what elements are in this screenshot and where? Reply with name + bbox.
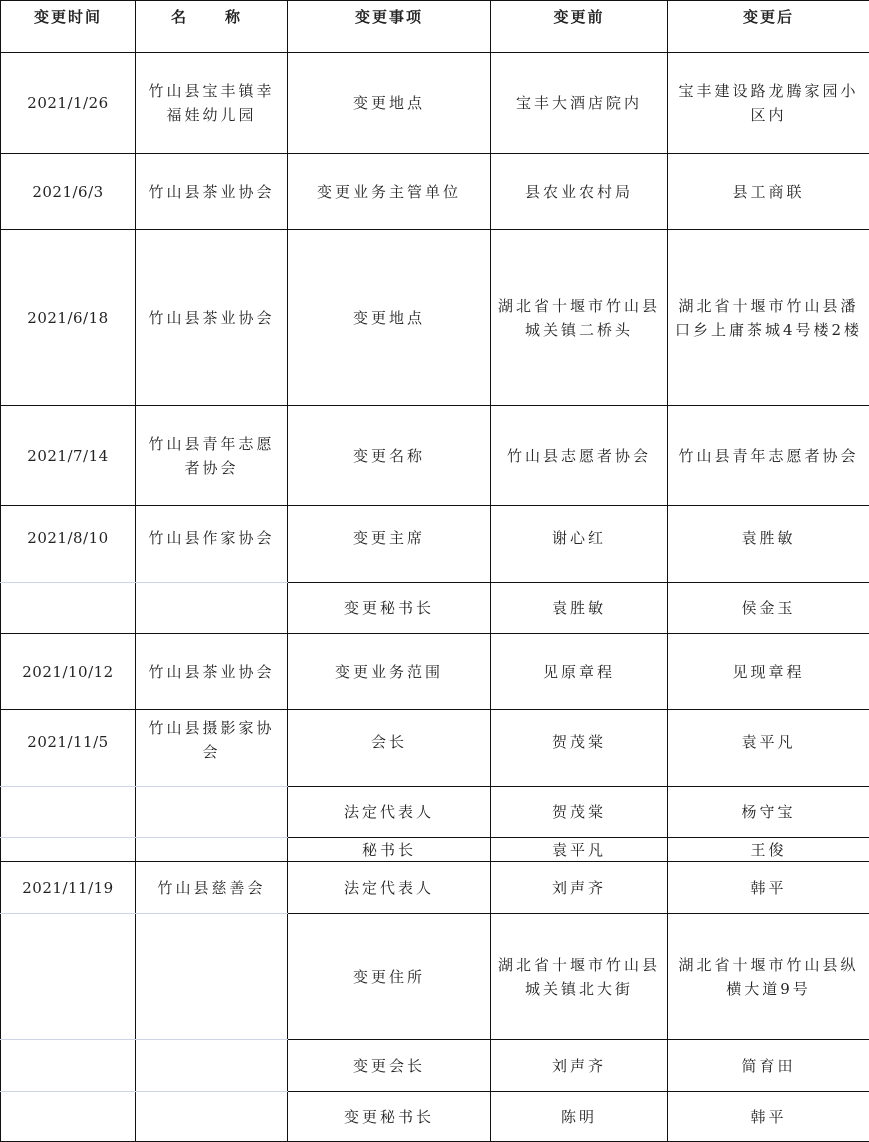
cell-change-item: 秘书长 bbox=[288, 838, 491, 862]
table-row bbox=[1, 53, 869, 154]
cell-org-name: 竹山县茶业协会 bbox=[136, 634, 288, 710]
cell-before: 陈明 bbox=[491, 1092, 668, 1142]
cell-date bbox=[1, 838, 136, 862]
header-row bbox=[1, 1, 869, 53]
cell-date bbox=[1, 914, 136, 1040]
cell-after: 韩平 bbox=[668, 1092, 869, 1142]
header-change-item: 变更事项 bbox=[288, 1, 491, 53]
cell-after: 袁胜敏 bbox=[668, 506, 869, 583]
cell-org-name bbox=[136, 583, 288, 634]
cell-after: 竹山县青年志愿者协会 bbox=[668, 406, 869, 506]
cell-date: 2021/6/18 bbox=[1, 230, 136, 406]
cell-before: 刘声齐 bbox=[491, 1040, 668, 1092]
cell-date: 2021/11/5 bbox=[1, 710, 136, 787]
header-name: 名 称 bbox=[136, 1, 288, 53]
cell-before: 湖北省十堰市竹山县城关镇二桥头 bbox=[491, 230, 668, 406]
cell-before: 刘声齐 bbox=[491, 862, 668, 914]
cell-change-item: 变更主席 bbox=[288, 506, 491, 583]
cell-before: 湖北省十堰市竹山县城关镇北大街 bbox=[491, 914, 668, 1040]
cell-date: 2021/1/26 bbox=[1, 53, 136, 154]
cell-before: 宝丰大酒店院内 bbox=[491, 53, 668, 154]
cell-before: 贺茂棠 bbox=[491, 710, 668, 787]
cell-after: 侯金玉 bbox=[668, 583, 869, 634]
cell-before: 竹山县志愿者协会 bbox=[491, 406, 668, 506]
cell-org-name: 竹山县宝丰镇幸福娃幼儿园 bbox=[136, 53, 288, 154]
table-row bbox=[1, 838, 869, 862]
cell-after: 韩平 bbox=[668, 862, 869, 914]
cell-date: 2021/10/12 bbox=[1, 634, 136, 710]
cell-before: 贺茂棠 bbox=[491, 787, 668, 838]
cell-after: 宝丰建设路龙腾家园小区内 bbox=[668, 53, 869, 154]
cell-change-item: 法定代表人 bbox=[288, 862, 491, 914]
cell-org-name: 竹山县茶业协会 bbox=[136, 154, 288, 230]
header-before: 变更前 bbox=[491, 1, 668, 53]
cell-after: 袁平凡 bbox=[668, 710, 869, 787]
header-after: 变更后 bbox=[668, 1, 869, 53]
cell-change-item: 变更业务范围 bbox=[288, 634, 491, 710]
cell-after: 湖北省十堰市竹山县潘口乡上庸茶城4号楼2楼 bbox=[668, 230, 869, 406]
table-row bbox=[1, 1092, 869, 1142]
cell-org-name: 竹山县青年志愿者协会 bbox=[136, 406, 288, 506]
cell-change-item: 法定代表人 bbox=[288, 787, 491, 838]
cell-after: 县工商联 bbox=[668, 154, 869, 230]
table-row bbox=[1, 710, 869, 787]
table-row bbox=[1, 914, 869, 1040]
cell-date: 2021/11/19 bbox=[1, 862, 136, 914]
cell-change-item: 变更秘书长 bbox=[288, 1092, 491, 1142]
cell-org-name: 竹山县慈善会 bbox=[136, 862, 288, 914]
cell-after: 见现章程 bbox=[668, 634, 869, 710]
cell-date bbox=[1, 787, 136, 838]
cell-after: 简育田 bbox=[668, 1040, 869, 1092]
cell-after: 湖北省十堰市竹山县纵横大道9号 bbox=[668, 914, 869, 1040]
table-row bbox=[1, 230, 869, 406]
cell-change-item: 变更会长 bbox=[288, 1040, 491, 1092]
cell-after: 杨守宝 bbox=[668, 787, 869, 838]
table-row bbox=[1, 154, 869, 230]
cell-org-name bbox=[136, 914, 288, 1040]
table-row bbox=[1, 506, 869, 583]
table-row bbox=[1, 583, 869, 634]
cell-change-item: 变更业务主管单位 bbox=[288, 154, 491, 230]
cell-after: 王俊 bbox=[668, 838, 869, 862]
cell-date bbox=[1, 583, 136, 634]
cell-before: 县农业农村局 bbox=[491, 154, 668, 230]
cell-date: 2021/7/14 bbox=[1, 406, 136, 506]
table-row bbox=[1, 862, 869, 914]
cell-before: 袁平凡 bbox=[491, 838, 668, 862]
cell-change-item: 变更秘书长 bbox=[288, 583, 491, 634]
cell-org-name: 竹山县茶业协会 bbox=[136, 230, 288, 406]
cell-date: 2021/6/3 bbox=[1, 154, 136, 230]
cell-change-item: 变更名称 bbox=[288, 406, 491, 506]
table-row bbox=[1, 634, 869, 710]
cell-change-item: 会长 bbox=[288, 710, 491, 787]
cell-org-name bbox=[136, 787, 288, 838]
cell-change-item: 变更住所 bbox=[288, 914, 491, 1040]
cell-before: 见原章程 bbox=[491, 634, 668, 710]
header-change-time: 变更时间 bbox=[1, 1, 136, 53]
cell-date bbox=[1, 1092, 136, 1142]
cell-org-name: 竹山县摄影家协会 bbox=[136, 710, 288, 787]
cell-change-item: 变更地点 bbox=[288, 230, 491, 406]
cell-before: 谢心红 bbox=[491, 506, 668, 583]
cell-before: 袁胜敏 bbox=[491, 583, 668, 634]
cell-org-name: 竹山县作家协会 bbox=[136, 506, 288, 583]
cell-org-name bbox=[136, 1040, 288, 1092]
cell-org-name bbox=[136, 1092, 288, 1142]
table-row bbox=[1, 406, 869, 506]
table-row bbox=[1, 787, 869, 838]
cell-date bbox=[1, 1040, 136, 1092]
table-row bbox=[1, 1040, 869, 1092]
cell-change-item: 变更地点 bbox=[288, 53, 491, 154]
cell-org-name bbox=[136, 838, 288, 862]
cell-date: 2021/8/10 bbox=[1, 506, 136, 583]
